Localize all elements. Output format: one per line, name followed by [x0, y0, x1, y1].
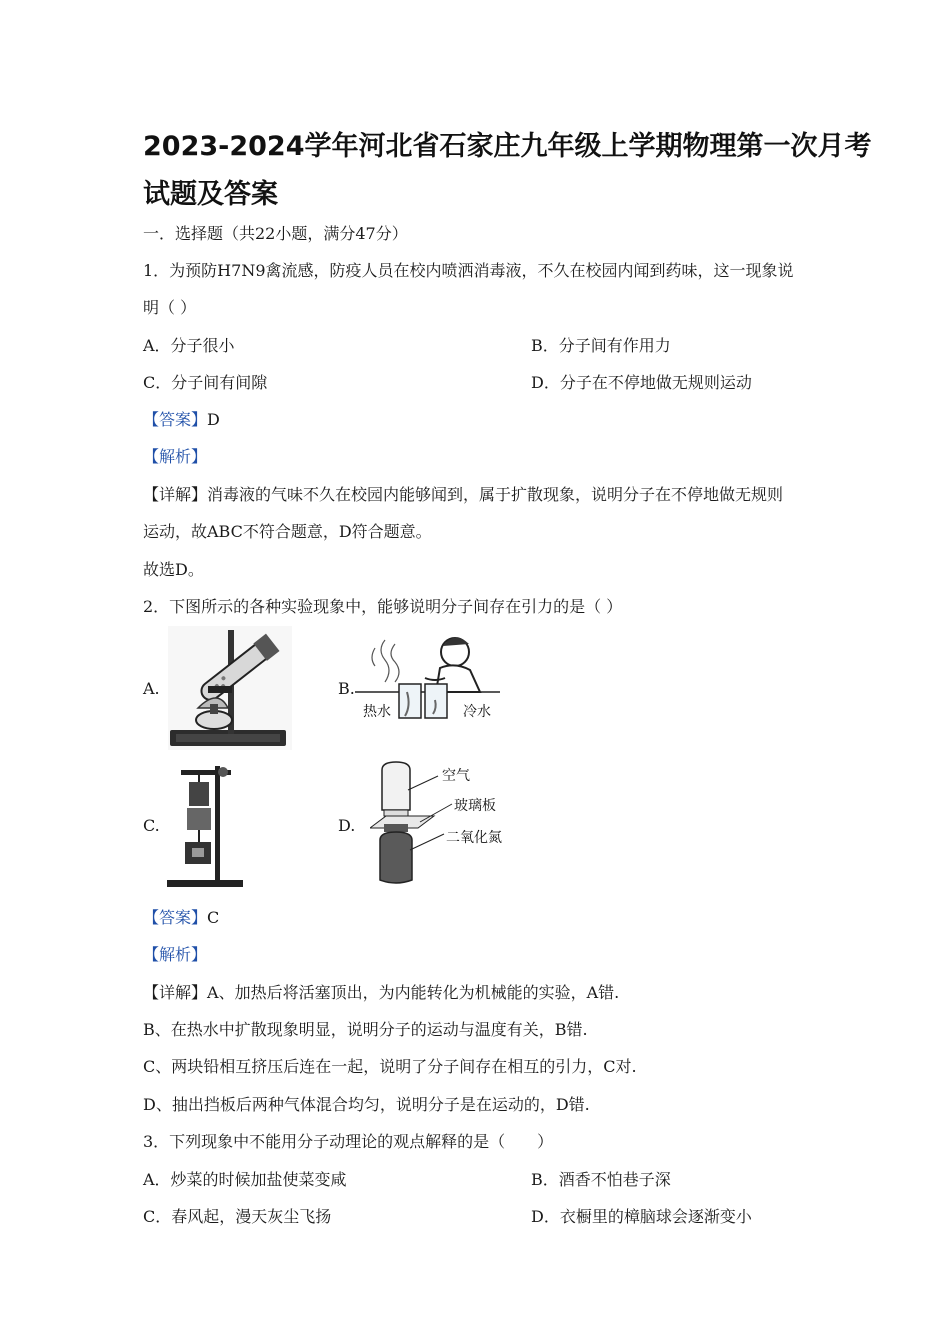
figure-b-cold-water-label: 冷水	[463, 704, 491, 720]
q1-stem-line1: 1．为预防H7N9禽流感，防疫人员在校内喷洒消毒液，不久在校园内闻到药味，这一现象说	[143, 261, 794, 280]
section-heading: 一．选择题（共22小题，满分47分）	[143, 224, 408, 243]
q1-choose: 故选D。	[143, 560, 204, 579]
q2-label-c: C.	[143, 816, 160, 835]
q1-answer: D	[207, 410, 220, 429]
figure-d-glass-label: 玻璃板	[454, 798, 496, 814]
q2-analysis-tag: 【解析】	[143, 945, 208, 964]
q2-detail-a-text: A、加热后将活塞顶出，为内能转化为机械能的实验，A错.	[207, 983, 620, 1002]
figure-b-hot-water-label: 热水	[363, 704, 391, 720]
q2-answer: C	[207, 908, 220, 927]
answer-tag: 【答案】	[143, 410, 208, 429]
document-title-line1: 2023-2024学年河北省石家庄九年级上学期物理第一次月考	[143, 131, 872, 162]
q1-answer-row	[143, 410, 220, 430]
q2-label-a: A.	[143, 679, 160, 698]
q3-option-b: B．酒香不怕巷子深	[531, 1170, 671, 1189]
q2-label-b: B.	[338, 679, 355, 698]
document-title-line2: 试题及答案	[143, 179, 278, 210]
q3-option-d: D．衣橱里的樟脑球会逐渐变小	[531, 1207, 752, 1226]
q1-option-c: C．分子间有间隙	[143, 373, 268, 392]
figure-d-air-label: 空气	[442, 768, 470, 784]
q3-option-c: C．春风起，漫天灰尘飞扬	[143, 1207, 332, 1226]
q2-detail-d: D、抽出挡板后两种气体混合均匀，说明分子是在运动的，D错.	[143, 1095, 590, 1114]
q2-label-d: D.	[338, 816, 356, 835]
q2-stem: 2．下图所示的各种实验现象中，能够说明分子间存在引力的是（ ）	[143, 597, 623, 616]
figure-d-gas-bottles	[370, 760, 515, 886]
q1-detail-text: 消毒液的气味不久在校园内能够闻到，属于扩散现象，说明分子在不停地做无规则	[207, 485, 784, 504]
figure-a-heating-tube	[168, 626, 292, 750]
q3-stem: 3．下列现象中不能用分子动理论的观点解释的是（ ）	[143, 1132, 554, 1151]
q1-analysis-tag: 【解析】	[143, 447, 208, 466]
detail-tag: 【详解】	[143, 485, 208, 504]
figure-d-no2-label: 二氧化氮	[446, 830, 502, 846]
q1-option-d: D．分子在不停地做无规则运动	[531, 373, 752, 392]
q1-detail-line1	[143, 485, 783, 505]
answer-tag: 【答案】	[143, 908, 208, 927]
q2-detail-a	[143, 983, 619, 1003]
q1-option-a: A．分子很小	[143, 336, 235, 355]
q1-option-b: B．分子间有作用力	[531, 336, 671, 355]
q2-answer-row	[143, 908, 219, 928]
figure-c-lead-blocks	[165, 762, 245, 890]
figure-b-diffusion-beakers	[355, 630, 500, 740]
q2-detail-c: C、两块铅相互挤压后连在一起，说明了分子间存在相互的引力，C对.	[143, 1057, 637, 1076]
q1-detail-line2: 运动，故ABC不符合题意，D符合题意。	[143, 522, 432, 541]
detail-tag: 【详解】	[143, 983, 208, 1002]
q2-detail-b: B、在热水中扩散现象明显，说明分子的运动与温度有关，B错.	[143, 1020, 588, 1039]
q3-option-a: A．炒菜的时候加盐使菜变咸	[143, 1170, 347, 1189]
q1-stem-line2: 明（ ）	[143, 298, 197, 317]
